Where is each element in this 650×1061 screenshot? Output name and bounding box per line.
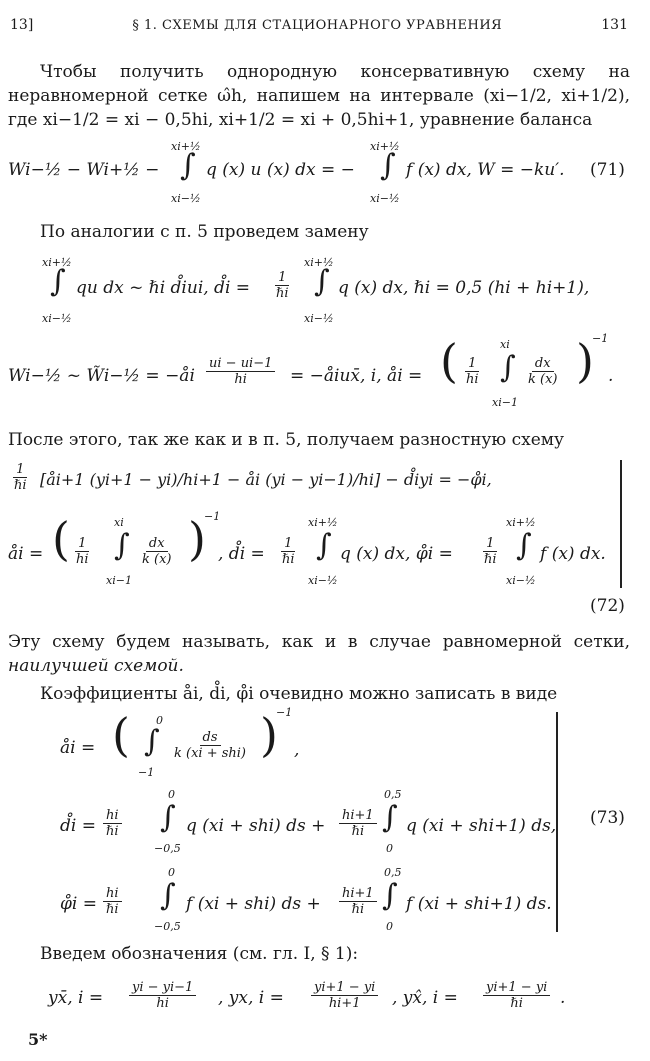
integral-sign-icon-2: ∫ [314,264,330,299]
eq72-end: f (x) dx. [540,544,606,564]
numerator: 1 [75,536,89,552]
comma: , [294,740,300,760]
fraction-h-hbar [103,808,122,839]
int-lower-limit: xi−1 [106,574,132,587]
sub1-text: qu dx ~ ℏi d̊iui, d̊i = [76,278,251,298]
paragraph-notation: Введем обозначения (см. гл. I, § 1): [40,944,359,964]
eq72-line1: [åi+1 (yi+1 − yi)/hi+1 − åi (yi − yi−1)/hi] − d̊iyi = −φ̊i, [40,470,492,489]
fraction-ds [171,730,249,761]
int-upper-limit-2: xi+½ [308,516,338,529]
denominator: hi+1 [328,996,361,1011]
equation-notation [8,974,630,1024]
numerator: ds [200,730,221,746]
int-upper-limit-2: 0,5 [384,788,402,801]
best-scheme-text: Эту схему будем называть, как и в случае равномерной сетки, [8,632,630,652]
denominator: k (x) [142,552,172,567]
equation-substitution-2 [8,332,630,412]
integral-sign-icon: ∫ [114,528,130,563]
equation-71 [8,140,630,210]
eq71-integrand: q (x) u (x) dx = − [206,160,355,180]
numerator: 1 [465,356,479,372]
equation-number: (73) [590,808,625,828]
fraction [273,270,292,301]
numerator: dx [146,536,168,552]
denominator: ℏi [14,478,27,493]
numerator: hi [103,808,122,824]
fraction-h1-hbar [339,808,377,839]
int-lower-limit-2: xi−½ [304,312,334,325]
page-number: 131 [601,17,628,33]
denominator: ℏi [351,902,365,917]
exponent: −1 [592,332,609,345]
right-paren: ) [188,512,206,566]
left-paren: ( [112,708,130,762]
int-lower-limit-2: xi−½ [370,192,400,205]
denominator: hi [156,996,169,1011]
denominator: ℏi [351,824,365,839]
period: . [560,988,566,1008]
integral-sign-icon: ∫ [144,724,160,759]
int-upper-limit: xi+½ [171,140,201,153]
denominator: k (xi + shi) [174,746,247,761]
paragraph-analogy: По аналогии с п. 5 проведем замену [40,222,369,242]
denominator: k (x) [528,372,558,387]
int-upper-limit: 0 [168,788,175,801]
integral-sign-icon-2: ∫ [380,148,396,183]
fraction-h-hbar-2 [103,886,122,917]
paragraph-coefficients: Коэффициенты åi, d̊i, φ̊i очевидно можно записать в виде [40,684,558,704]
numerator: 1 [483,536,497,552]
int-upper-limit-2: xi+½ [304,256,334,269]
int-lower-limit-4: 0 [386,920,393,933]
int-lower-limit: xi−1 [492,396,518,409]
integral-sign-icon: ∫ [160,800,176,835]
denominator: ℏi [282,552,295,567]
notation-t3: , yx̂, i = [392,988,458,1008]
numerator: yi+1 − yi [311,980,378,996]
int-upper-limit-4: 0,5 [384,866,402,879]
int-upper-limit: xi+½ [42,256,72,269]
denominator: ℏi [510,996,523,1011]
numerator: 1 [275,270,289,286]
numerator: yi − yi−1 [129,980,196,996]
eq71-rhs: f (x) dx, W = −ku′. [406,160,565,180]
integral-sign-icon-2: ∫ [382,800,398,835]
numerator: hi+1 [339,808,377,824]
eq73-d: d̊i = [60,816,96,836]
int-upper-limit: xi [114,516,124,529]
right-paren: ) [260,708,278,762]
numerator: hi+1 [339,886,377,902]
equation-number: (71) [590,160,625,180]
int-lower-limit: −0,5 [154,842,181,855]
int-lower-limit: −1 [138,766,155,779]
int-lower-limit: xi−½ [42,312,72,325]
int-lower-limit-3: xi−½ [506,574,536,587]
integral-sign-icon: ∫ [500,350,516,385]
fraction-inner [463,356,482,387]
int-lower-limit-2: 0 [386,842,393,855]
exponent: −1 [204,510,221,523]
paragraph-scheme: После этого, так же как и в п. 5, получаем разностную схему [8,430,565,450]
right-brace [620,460,622,588]
sub1-text-2: q (x) dx, ℏi = 0,5 (hi + hi+1), [338,278,590,298]
equation-73 [8,706,630,942]
left-paren: ( [440,334,458,388]
header-title: § 1. СХЕМЫ ДЛЯ СТАЦИОНАРНОГО УРАВНЕНИЯ [132,17,503,33]
notation-t1: yx̄, i = [48,988,104,1008]
integral-sign-icon-3: ∫ [160,878,176,913]
denominator: hi [234,372,247,387]
eq73-phi-terms-2: f (xi + shi+1) ds. [406,894,552,914]
equation-number: (72) [590,596,625,616]
eq73-phi-terms: f (xi + shi) ds + [186,894,321,914]
numerator: yi+1 − yi [483,980,550,996]
fraction-hbar-2 [481,536,500,567]
int-upper-limit-2: xi+½ [370,140,400,153]
signature-mark: 5* [28,1030,48,1049]
denominator: ℏi [106,902,119,917]
fraction-inner [73,536,92,567]
int-upper-limit-3: 0 [168,866,175,879]
denominator: hi [76,552,89,567]
int-lower-limit: xi−½ [171,192,201,205]
fraction [206,356,275,387]
left-paren: ( [52,512,70,566]
notation-t2: , yx, i = [218,988,284,1008]
eq73-phi: φ̊i = [60,894,97,914]
numerator: ui − ui−1 [206,356,275,372]
eq73-d-terms-2: q (xi + shi+1) ds, [406,816,557,836]
fraction-prefix [11,462,30,493]
denominator: ℏi [484,552,497,567]
int-lower-limit-3: −0,5 [154,920,181,933]
denominator: ℏi [106,824,119,839]
fraction-hbar [279,536,298,567]
period: . [608,366,614,386]
fraction-h1-hbar-2 [339,886,377,917]
numerator: dx [532,356,554,372]
right-paren: ) [576,334,594,388]
fraction-3 [483,980,550,1011]
header-left: 13] [10,17,34,33]
eq72-a: åi = [8,544,44,564]
equation-72 [8,456,630,616]
numerator: 1 [13,462,27,478]
best-scheme-term: наилучшей схемой. [8,656,184,676]
integral-sign-icon: ∫ [180,148,196,183]
int-upper-limit-3: xi+½ [506,516,536,529]
fraction-1 [129,980,196,1011]
denominator: ℏi [276,286,289,301]
integral-sign-icon-3: ∫ [516,528,532,563]
int-upper-limit: 0 [156,714,163,727]
fraction-dx [525,356,561,387]
sub2-text-2: = −åiux̄, i, åi = [290,366,423,386]
paragraph-best-scheme [8,630,630,678]
eq73-a: åi = [60,738,96,758]
int-upper-limit: xi [500,338,510,351]
numerator: 1 [281,536,295,552]
integral-sign-icon-2: ∫ [316,528,332,563]
right-brace [556,712,558,932]
paragraph-intro: Чтобы получить однородную консервативную схему на неравномерной сетке ω̂h, напишем на интервале (xi−1/2, xi+1/2), где xi−1/2 = xi − 0,5hi, xi+1/2 = xi + 0,5hi+1, уравнение баланса [8,62,630,130]
fraction-2 [311,980,378,1011]
int-lower-limit-2: xi−½ [308,574,338,587]
running-header [10,14,628,36]
eq72-d: , d̊i = [218,544,265,564]
integral-sign-icon: ∫ [50,264,66,299]
eq71-lhs: Wi−½ − Wi+½ − [8,160,160,180]
integral-sign-icon-4: ∫ [382,878,398,913]
exponent: −1 [276,706,293,719]
numerator: hi [103,886,122,902]
eq72-phi: q (x) dx, φ̊i = [340,544,453,564]
denominator: hi [466,372,479,387]
fraction-dx [139,536,175,567]
eq73-d-terms: q (xi + shi) ds + [186,816,326,836]
sub2-text: Wi−½ ~ W̃i−½ = −åi [8,366,195,386]
equation-substitution-1 [8,256,630,326]
